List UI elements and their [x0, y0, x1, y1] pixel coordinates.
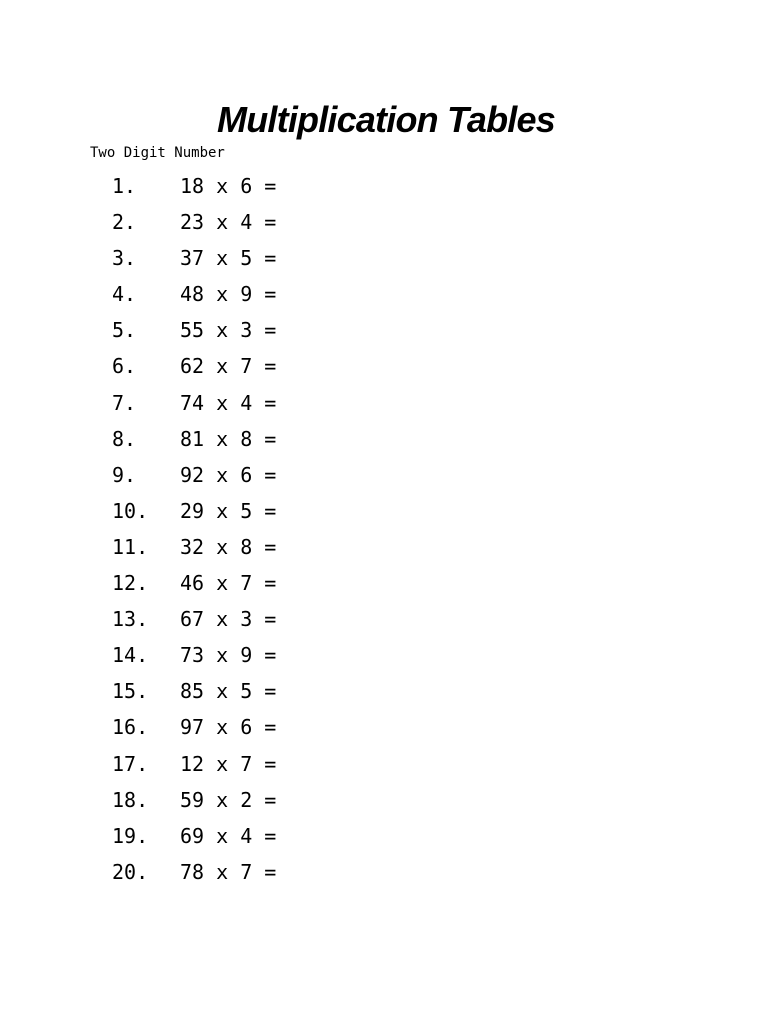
problem-item [0, 421, 768, 457]
problem-number: 5. [112, 318, 137, 343]
problem-item [0, 565, 768, 601]
problem-item [0, 709, 768, 745]
problem-expression: 85 x 5 = [180, 679, 277, 704]
page-title: Multiplication Tables [217, 99, 555, 140]
problem-item [0, 529, 768, 565]
problem-expression: 78 x 7 = [180, 859, 277, 884]
problem-expression: 46 x 7 = [180, 571, 277, 596]
problem-number: 6. [112, 354, 137, 379]
problem-item [0, 637, 768, 673]
problem-item [0, 204, 768, 240]
problem-item [0, 348, 768, 384]
problem-list [0, 168, 768, 890]
problem-item [0, 385, 768, 421]
problem-expression: 59 x 2 = [180, 787, 277, 812]
problem-number: 13. [112, 607, 149, 632]
problem-number: 12. [112, 571, 149, 596]
problem-expression: 29 x 5 = [180, 498, 277, 523]
problem-expression: 67 x 3 = [180, 607, 277, 632]
problem-expression: 32 x 8 = [180, 534, 277, 559]
problem-number: 3. [112, 246, 137, 271]
problem-expression: 18 x 6 = [180, 174, 277, 198]
problem-number: 8. [112, 426, 137, 451]
problem-expression: 81 x 8 = [180, 426, 277, 451]
problem-expression: 23 x 4 = [180, 210, 277, 235]
problem-number: 9. [112, 462, 137, 487]
problem-number: 10. [112, 498, 149, 523]
problem-expression: 69 x 4 = [180, 823, 277, 848]
problem-number: 7. [112, 390, 137, 415]
problem-item [0, 240, 768, 276]
problem-expression: 12 x 7 = [180, 751, 277, 776]
worksheet-subtitle: Two Digit Number [90, 145, 225, 161]
problem-number: 15. [112, 679, 149, 704]
problem-number: 2. [112, 210, 137, 235]
problem-item [0, 276, 768, 312]
problem-expression: 74 x 4 = [180, 390, 277, 415]
problem-expression: 62 x 7 = [180, 354, 277, 379]
problem-expression: 97 x 6 = [180, 715, 277, 740]
problem-expression: 37 x 5 = [180, 246, 277, 271]
problem-number: 20. [112, 859, 149, 884]
problem-number: 19. [112, 823, 149, 848]
problem-item [0, 168, 768, 204]
problem-expression: 55 x 3 = [180, 318, 277, 343]
problem-number: 18. [112, 787, 149, 812]
problem-expression: 73 x 9 = [180, 643, 277, 668]
problem-number: 11. [112, 534, 149, 559]
problem-item [0, 312, 768, 348]
problem-item [0, 601, 768, 637]
problem-number: 14. [112, 643, 149, 668]
problem-number: 17. [112, 751, 149, 776]
problem-number: 1. [112, 174, 137, 198]
problem-expression: 92 x 6 = [180, 462, 277, 487]
problem-number: 16. [112, 715, 149, 740]
problem-item [0, 782, 768, 818]
problem-item [0, 673, 768, 709]
problem-number: 4. [112, 282, 137, 307]
problem-item [0, 818, 768, 854]
problem-item [0, 493, 768, 529]
problem-expression: 48 x 9 = [180, 282, 277, 307]
problem-item [0, 457, 768, 493]
problem-item [0, 854, 768, 890]
problem-item [0, 746, 768, 782]
